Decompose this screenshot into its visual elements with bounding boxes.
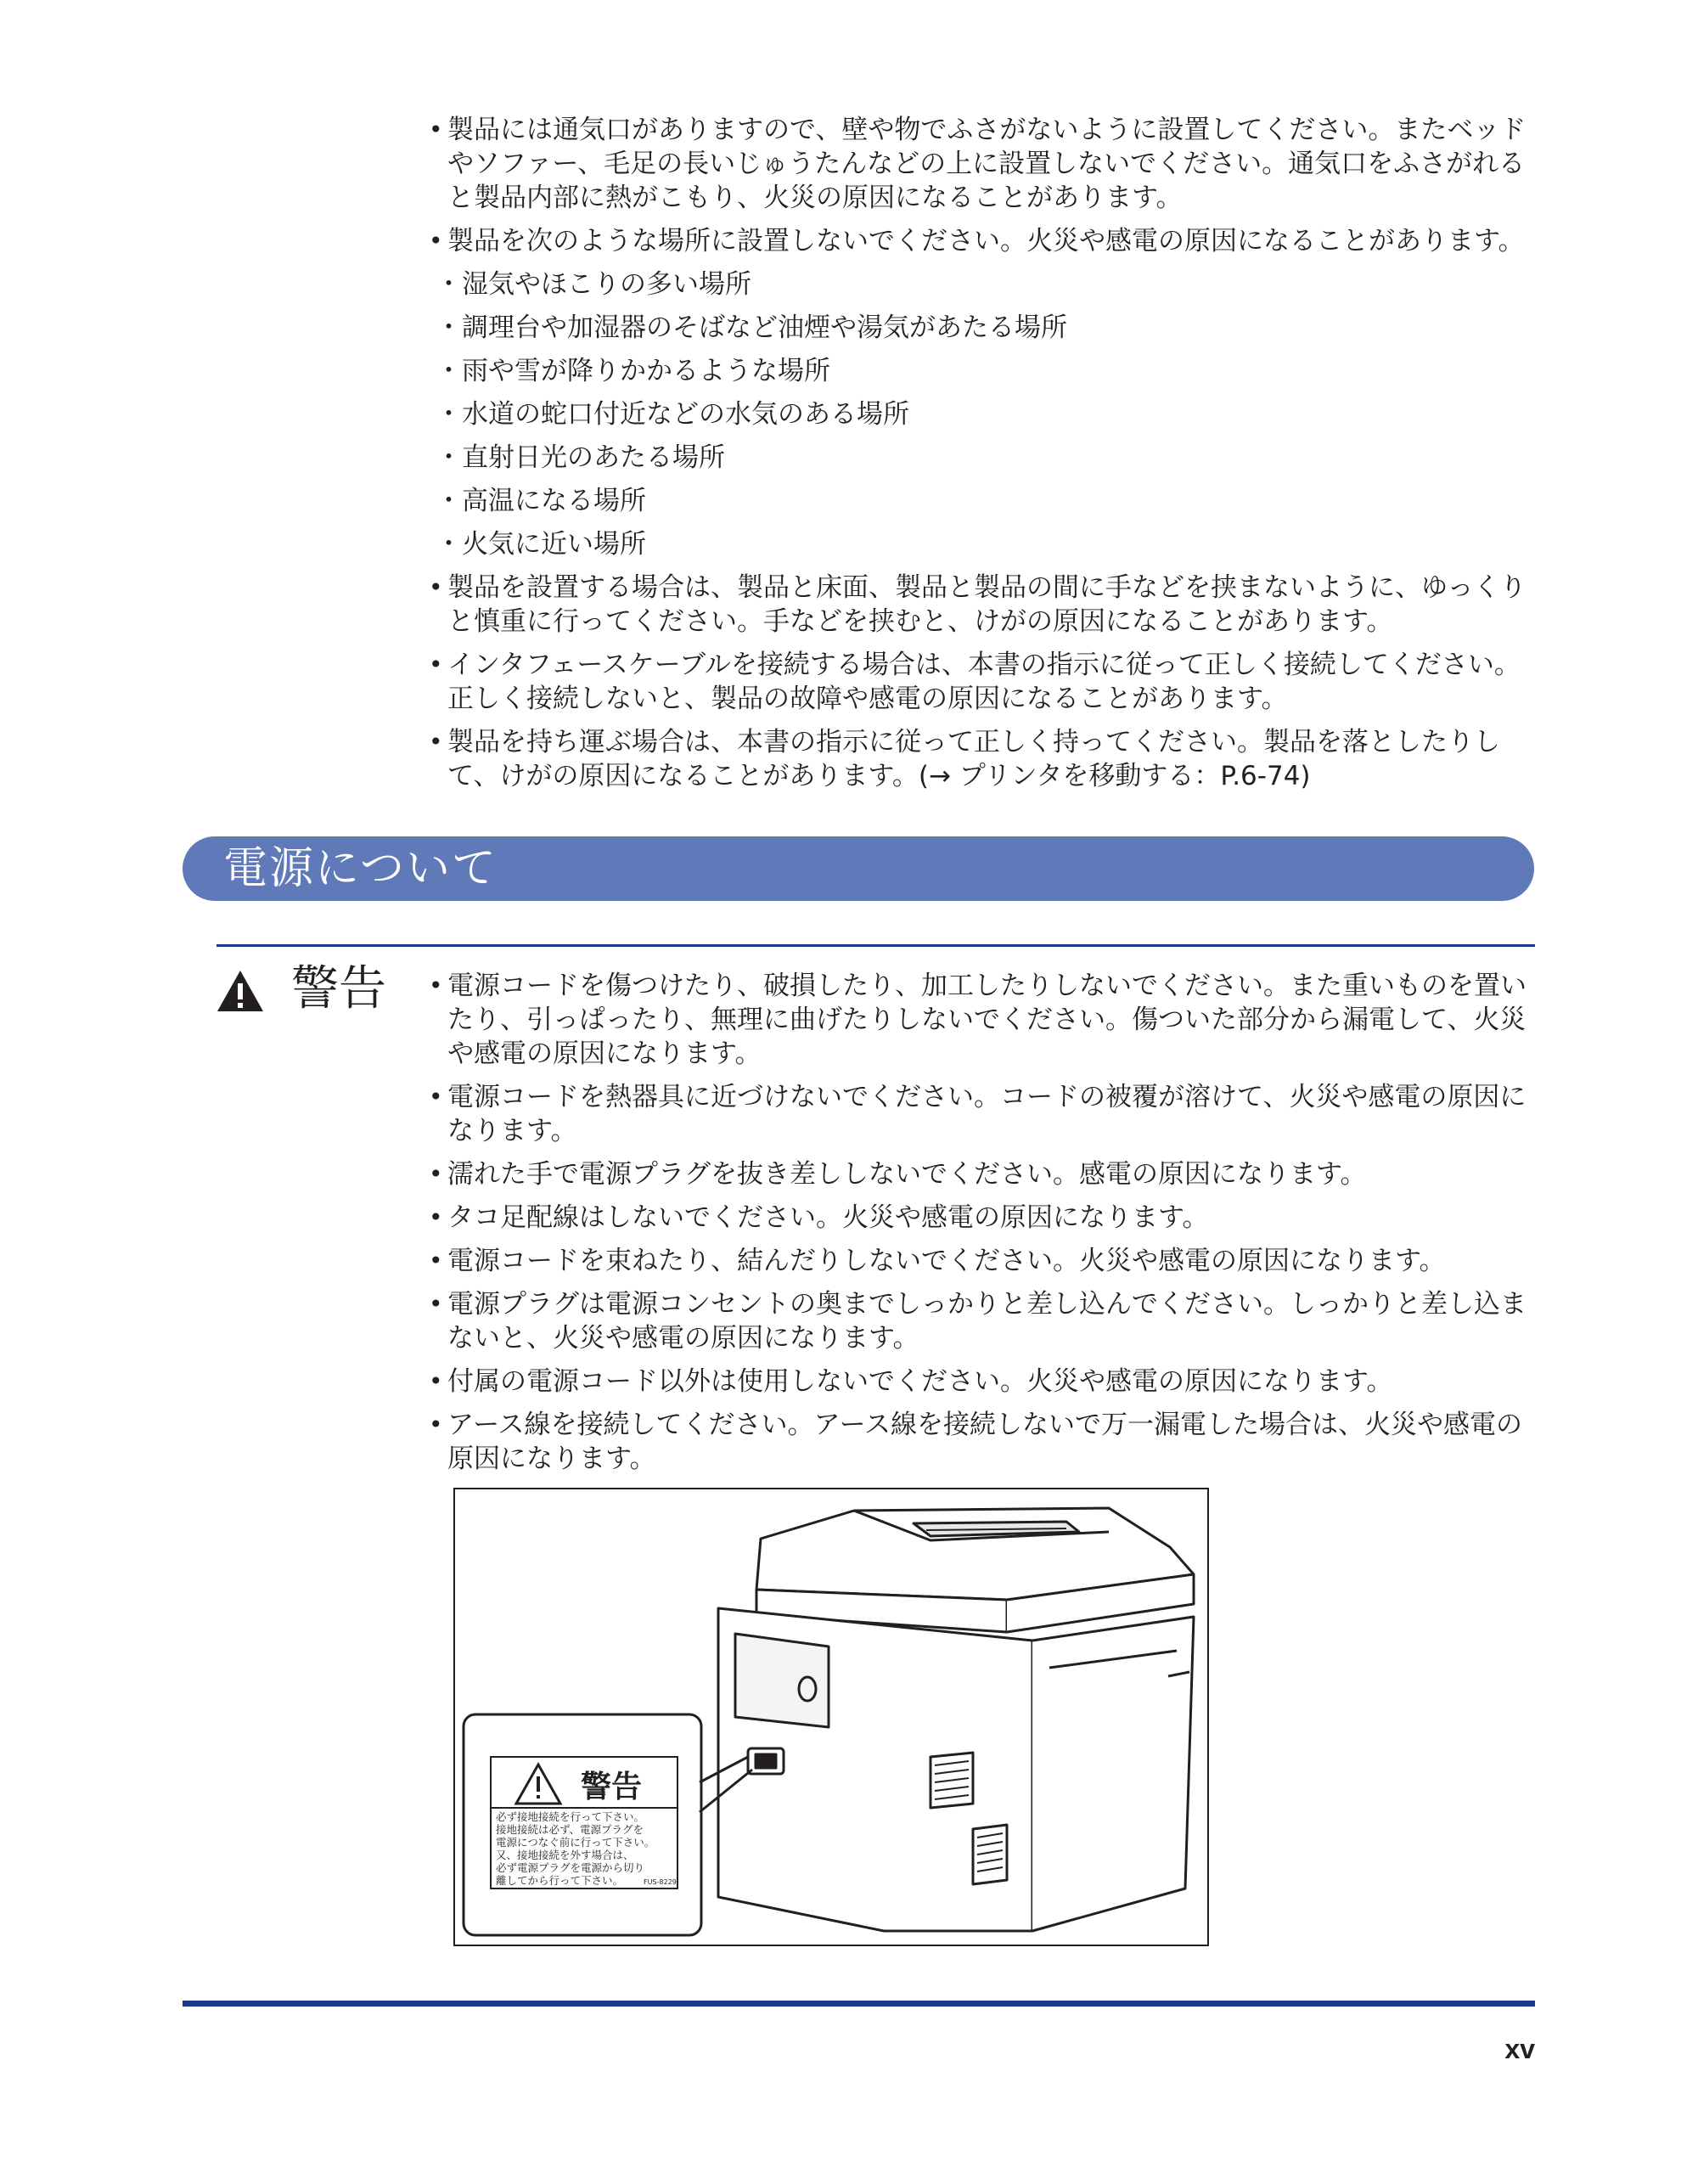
figure-label-line: 必ず電源プラグを電源から切り (496, 1861, 645, 1874)
list-item: • 製品を持ち運ぶ場合は、本書の指示に従って正しく持ってください。製品を落としたりして、けがの原因になることがあります。(→ プリンタを移動する：P.6-74) (429, 725, 1537, 793)
sub-list-item: ・直射日光のあたる場所 (436, 442, 725, 473)
figure-label-line: 又、接地接続を外す場合は、 (496, 1849, 634, 1861)
list-item: • 電源コードを熱器具に近づけないでください。コードの被覆が溶けて、火災や感電の原因になります。 (429, 1080, 1537, 1148)
sub-list-item: ・高温になる場所 (436, 486, 646, 516)
sub-list-item: ・調理台や加湿器のそばなど油煙や湯気があたる場所 (436, 312, 1067, 343)
warning-bullet-list (429, 969, 1537, 1485)
printer-rear-illustration (455, 1489, 1207, 1945)
warning-heading (216, 961, 412, 1021)
footer-rule (183, 2001, 1535, 2007)
printer-illustration-figure (453, 1488, 1209, 1946)
sub-list-item: ・水道の蛇口付近などの水気のある場所 (436, 399, 909, 430)
figure-label-line: 離してから行って下さい。 (496, 1874, 624, 1887)
figure-label-title: 警告 (581, 1770, 643, 1804)
list-item: • 製品には通気口がありますので、壁や物でふさがないように設置してください。またベッドやソファー、毛足の長いじゅうたんなどの上に設置しないでください。通気口をふさがれると製品内部に熱がこもり、火災の原因になることがあります。 (429, 113, 1537, 215)
list-item: • 電源コードを傷つけたり、破損したり、加工したりしないでください。また重いものを置いたり、引っぱったり、無理に曲げたりしないでください。傷ついた部分から漏電して、火災や感電の原因になります。 (429, 969, 1537, 1071)
sub-list-item: ・雨や雪が降りかかるような場所 (436, 356, 830, 386)
section-header-bar (183, 836, 1534, 901)
top-bullet-list (429, 113, 1537, 802)
sub-list (429, 267, 1537, 561)
list-item: • 電源コードを束ねたり、結んだりしないでください。火災や感電の原因になります。 (429, 1244, 1537, 1278)
warning-label: 警告 (291, 961, 386, 1016)
list-item: • 付属の電源コード以外は使用しないでください。火災や感電の原因になります。 (429, 1365, 1537, 1399)
divider (216, 944, 1535, 947)
sub-list-item: ・湿気やほこりの多い場所 (436, 269, 751, 300)
figure-label-code: FUS-8229 (644, 1878, 677, 1886)
list-item: • インタフェースケーブルを接続する場合は、本書の指示に従って正しく接続してください。正しく接続しないと、製品の故障や感電の原因になることがあります。 (429, 648, 1537, 716)
warning-triangle-icon (216, 970, 264, 1012)
sub-list-item: ・火気に近い場所 (436, 529, 646, 560)
list-item: • 製品を次のような場所に設置しないでください。火災や感電の原因になることがあります。 (429, 224, 1537, 258)
figure-label-line: 必ず接地接続を行って下さい。 (496, 1810, 645, 1823)
list-item: • アース線を接続してください。アース線を接続しないで万一漏電した場合は、火災や感電の原因になります。 (429, 1408, 1537, 1476)
figure-label-line: 接地接続は必ず、電源プラグを (496, 1823, 644, 1836)
list-item: • 電源プラグは電源コンセントの奥までしっかりと差し込んでください。しっかりと差し込まないと、火災や感電の原因になります。 (429, 1287, 1537, 1355)
list-item: • タコ足配線はしないでください。火災や感電の原因になります。 (429, 1201, 1537, 1235)
section-title: 電源について (223, 843, 498, 894)
page-number: xv (1504, 2034, 1535, 2064)
figure-label-line: 電源につなぐ前に行って下さい。 (496, 1836, 655, 1849)
list-item: • 製品を設置する場合は、製品と床面、製品と製品の間に手などを挟まないように、ゆっくりと慎重に行ってください。手などを挟むと、けがの原因になることがあります。 (429, 571, 1537, 639)
list-item: • 濡れた手で電源プラグを抜き差ししないでください。感電の原因になります。 (429, 1157, 1537, 1191)
